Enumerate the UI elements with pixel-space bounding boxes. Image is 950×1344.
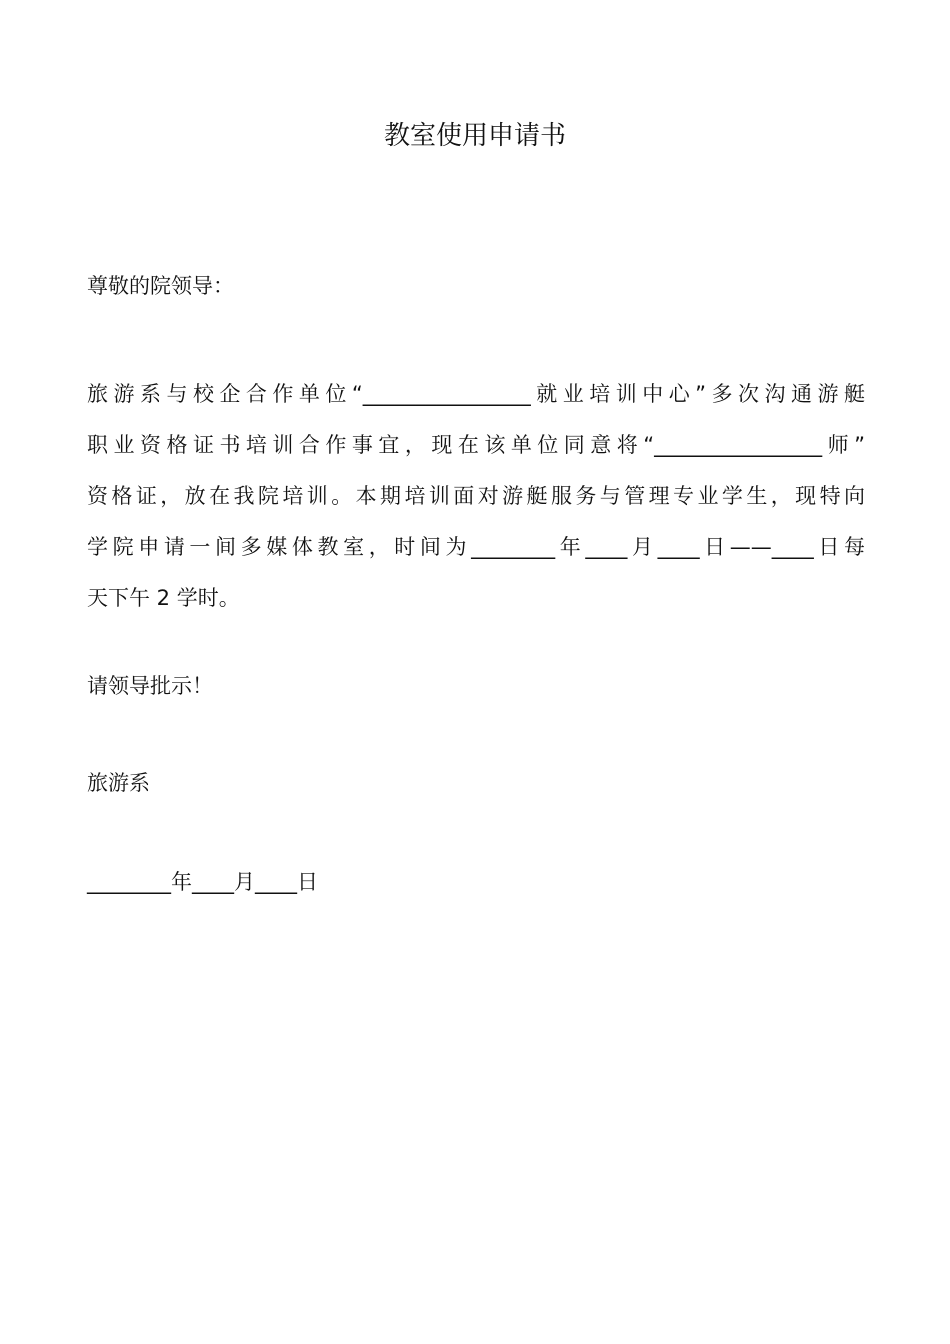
date-line: ________年____月____日	[87, 870, 318, 894]
body-line: 职业资格证书培训合作事宜，现在该单位同意将“________________师”	[87, 433, 865, 457]
document-title: 教室使用申请书	[383, 121, 566, 151]
department-signature: 旅游系	[87, 771, 150, 795]
body-line: 资格证，放在我院培训。本期培训面对游艇服务与管理专业学生，现特向	[87, 484, 865, 508]
salutation: 尊敬的院领导：	[87, 274, 234, 298]
request-text: 请领导批示！	[87, 674, 213, 698]
body-line: 天下午 2 学时。	[87, 586, 240, 610]
body-paragraph	[87, 369, 865, 624]
body-line: 旅游系与校企合作单位“________________就业培训中心”多次沟通游艇	[87, 382, 865, 406]
body-line: 学院申请一间多媒体教室，时间为________年____月____日——____日每	[87, 535, 865, 559]
